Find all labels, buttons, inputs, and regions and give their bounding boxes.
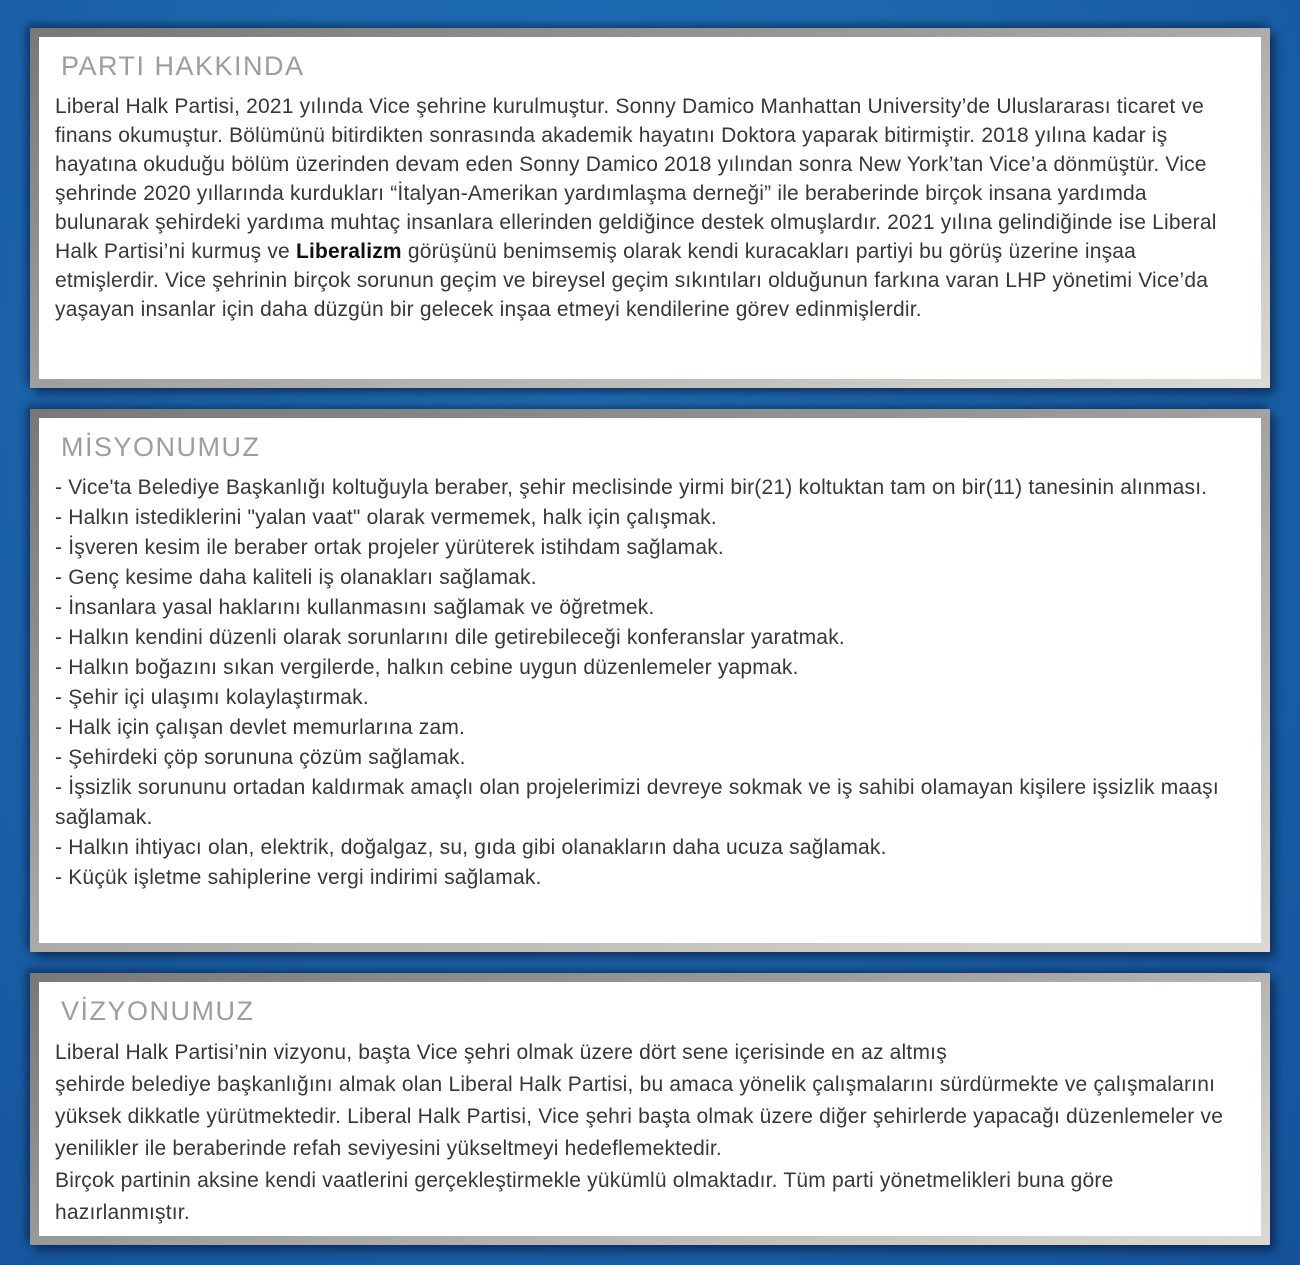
mission-list-item: - İşsizlik sorununu ortadan kaldırmak amaçlı olan projelerimizi devreye sokmak ve iş sahibi olamayan kişilere işsizlik maaşı sağlamak. (55, 776, 1219, 829)
mission-list-item: - İnsanlara yasal haklarını kullanmasını sağlamak ve öğretmek. (55, 596, 655, 619)
vision-paragraph: Birçok partinin aksine kendi vaatlerini gerçekleştirmekle yükümlü olmaktadır. Tüm parti yönetmelikleri buna göre hazırlanmıştır. (55, 1169, 1114, 1224)
mission-list-item: - Halk için çalışan devlet memurlarına zam. (55, 716, 466, 739)
mission-panel-content (39, 418, 1261, 943)
mission-list-item: - Vice'ta Belediye Başkanlığı koltuğuyla beraber, şehir meclisinde yirmi bir(21) koltuktan tam on bir(11) tanesinin alınması. (55, 476, 1208, 499)
mission-list-item: - Küçük işletme sahiplerine vergi indirimi sağlamak. (55, 866, 542, 889)
mission-panel (30, 409, 1270, 952)
mission-list-item: - Halkın ihtiyacı olan, elektrik, doğalgaz, su, gıda gibi olanakların daha ucuza sağlamak. (55, 836, 887, 859)
about-heading: PARTI HAKKINDA (61, 51, 305, 81)
about-text-before-bold: Liberal Halk Partisi, 2021 yılında Vice şehrine kurulmuştur. Sonny Damico Manhattan University’de Uluslararası ticaret ve finans okumuştur. Bölümünü bitirdikten sonrasında akademik hayatını Doktora yaparak bitirmiştir. 2018 yılına kadar iş hayatına okuduğu bölüm üzerinden devam eden Sonny Damico 2018 yılından sonra New York’tan Vice’a dönmüştür. Vice şehrinde 2020 yıllarında kurdukları “İtalyan-Amerikan yardımlaşma derneği” ile beraberinde birçok insana yardımda bulunarak şehirdeki yardıma muhtaç insanlara ellerinden geldiğince destek olmuşlardır. 2021 yılına gelindiğinde ise Liberal Halk Partisi’ni kurmuş ve (55, 95, 1217, 263)
mission-list-item: - Halkın boğazını sıkan vergilerde, halkın cebine uygun düzenlemeler yapmak. (55, 656, 799, 679)
vision-body (55, 1037, 1245, 1229)
vision-paragraph: şehirde belediye başkanlığını almak olan Liberal Halk Partisi, bu amaca yönelik çalışmalarını sürdürmekte ve çalışmalarını yüksek dikkatle yürütmektedir. Liberal Halk Partisi, Vice şehri başta olmak üzere diğer şehirlerde yapacağı düzenlemeler ve yenilikler ile beraberinde refah seviyesini yükseltmeyi hedeflemektedir. (55, 1073, 1224, 1160)
mission-list-item: - Genç kesime daha kaliteli iş olanakları sağlamak. (55, 566, 537, 589)
about-panel (30, 28, 1270, 388)
vision-panel (30, 973, 1270, 1245)
mission-heading: MİSYONUMUZ (61, 432, 261, 462)
about-panel-content (39, 37, 1261, 379)
about-text-after-bold: görüşünü benimsemiş olarak kendi kuracakları partiyi bu görüş üzerine inşaa etmişlerdir. Vice şehrinin birçok sorunun geçim ve bireysel geçim sıkıntıları olduğunun farkına varan LHP yönetimi Vice’da yaşayan insanlar için daha düzgün bir gelecek inşaa etmeyi kendilerine görev edinmişlerdir. (55, 240, 1209, 321)
mission-list-item: - İşveren kesim ile beraber ortak projeler yürüterek istihdam sağlamak. (55, 536, 724, 559)
mission-list-item: - Halkın istediklerini "yalan vaat" olarak vermemek, halk için çalışmak. (55, 506, 717, 529)
about-paragraph (55, 92, 1245, 324)
bold-keyword-liberalizm: Liberalizm (295, 240, 402, 263)
mission-list-item: - Şehirdeki çöp sorununa çözüm sağlamak. (55, 746, 466, 769)
mission-list-item: - Halkın kendini düzenli olarak sorunlarını dile getirebileceği konferanslar yaratmak. (55, 626, 845, 649)
vision-heading: VİZYONUMUZ (61, 996, 255, 1026)
vision-paragraph: Liberal Halk Partisi’nin vizyonu, başta Vice şehri olmak üzere dört sene içerisinde en az altmış (55, 1041, 947, 1064)
mission-list-item: - Şehir içi ulaşımı kolaylaştırmak. (55, 686, 369, 709)
vision-panel-content (39, 982, 1261, 1236)
mission-list (55, 473, 1245, 893)
